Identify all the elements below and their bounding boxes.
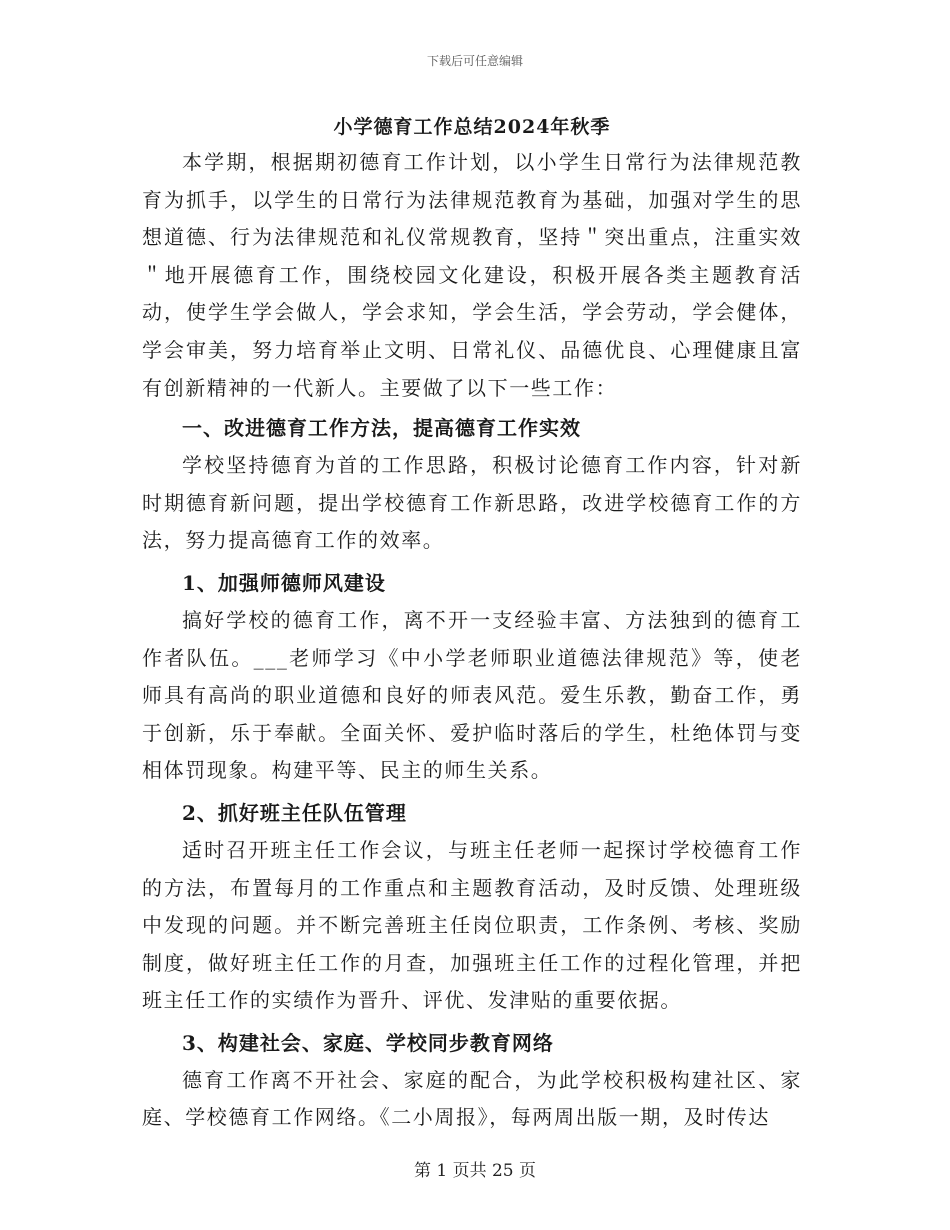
subsection-paragraph-3: 德育工作离不开社会、家庭的配合，为此学校积极构建社区、家庭、学校德育工作网络。《二小周报》，每两周出版一期，及时传达 <box>142 1067 802 1130</box>
subsection-heading-3: 3、构建社会、家庭、学校同步教育网络 <box>182 1030 554 1055</box>
document-body <box>142 110 802 1137</box>
section-paragraph-1: 学校坚持德育为首的工作思路，积极讨论德育工作内容，针对新时期德育新问题，提出学校德育工作新思路，改进学校德育工作的方法，努力提高德育工作的效率。 <box>142 453 802 553</box>
intro-paragraph: 本学期，根据期初德育工作计划，以小学生日常行为法律规范教育为抓手，以学生的日常行为法律规范教育为基础，加强对学生的思想道德、行为法律规范和礼仪常规教育，坚持＂突出重点，注重实效＂地开展德育工作，围绕校园文化建设，积极开展各类主题教育活动，使学生学会做人，学会求知，学会生活，学会劳动，学会健体，学会审美，努力培育举止文明、日常礼仪、品德优良、心理健康且富有创新精神的一代新人。主要做了以下一些工作： <box>142 150 802 400</box>
section-heading-1: 一、改进德育工作方法，提高德育工作实效 <box>182 416 581 441</box>
subsection-paragraph-2: 适时召开班主任工作会议，与班主任老师一起探讨学校德育工作的方法，布置每月的工作重点和主题教育活动，及时反馈、处理班级中发现的问题。并不断完善班主任岗位职责，工作条例、考核、奖励制度，做好班主任工作的月查，加强班主任工作的过程化管理，并把班主任工作的实绩作为晋升、评优、发津贴的重要依据。 <box>142 837 802 1013</box>
page-header: 下载后可任意编辑 <box>426 54 523 68</box>
document-title: 小学德育工作总结2024年秋季 <box>333 116 611 138</box>
subsection-paragraph-1: 搞好学校的德育工作，离不开一支经验丰富、方法独到的德育工作者队伍。___老师学习《中小学老师职业道德法律规范》等，使老师具有高尚的职业道德和良好的师表风范。爱生乐教，勤奋工作，勇于创新，乐于奉献。全面关怀、爱护临时落后的学生，杜绝体罚与变相体罚现象。构建平等、民主的师生关系。 <box>142 607 802 783</box>
subsection-heading-1: 1、加强师德师风建设 <box>182 570 386 595</box>
subsection-heading-2: 2、抓好班主任队伍管理 <box>182 800 407 825</box>
page-footer: 第 1 页共 25 页 <box>413 1161 537 1181</box>
